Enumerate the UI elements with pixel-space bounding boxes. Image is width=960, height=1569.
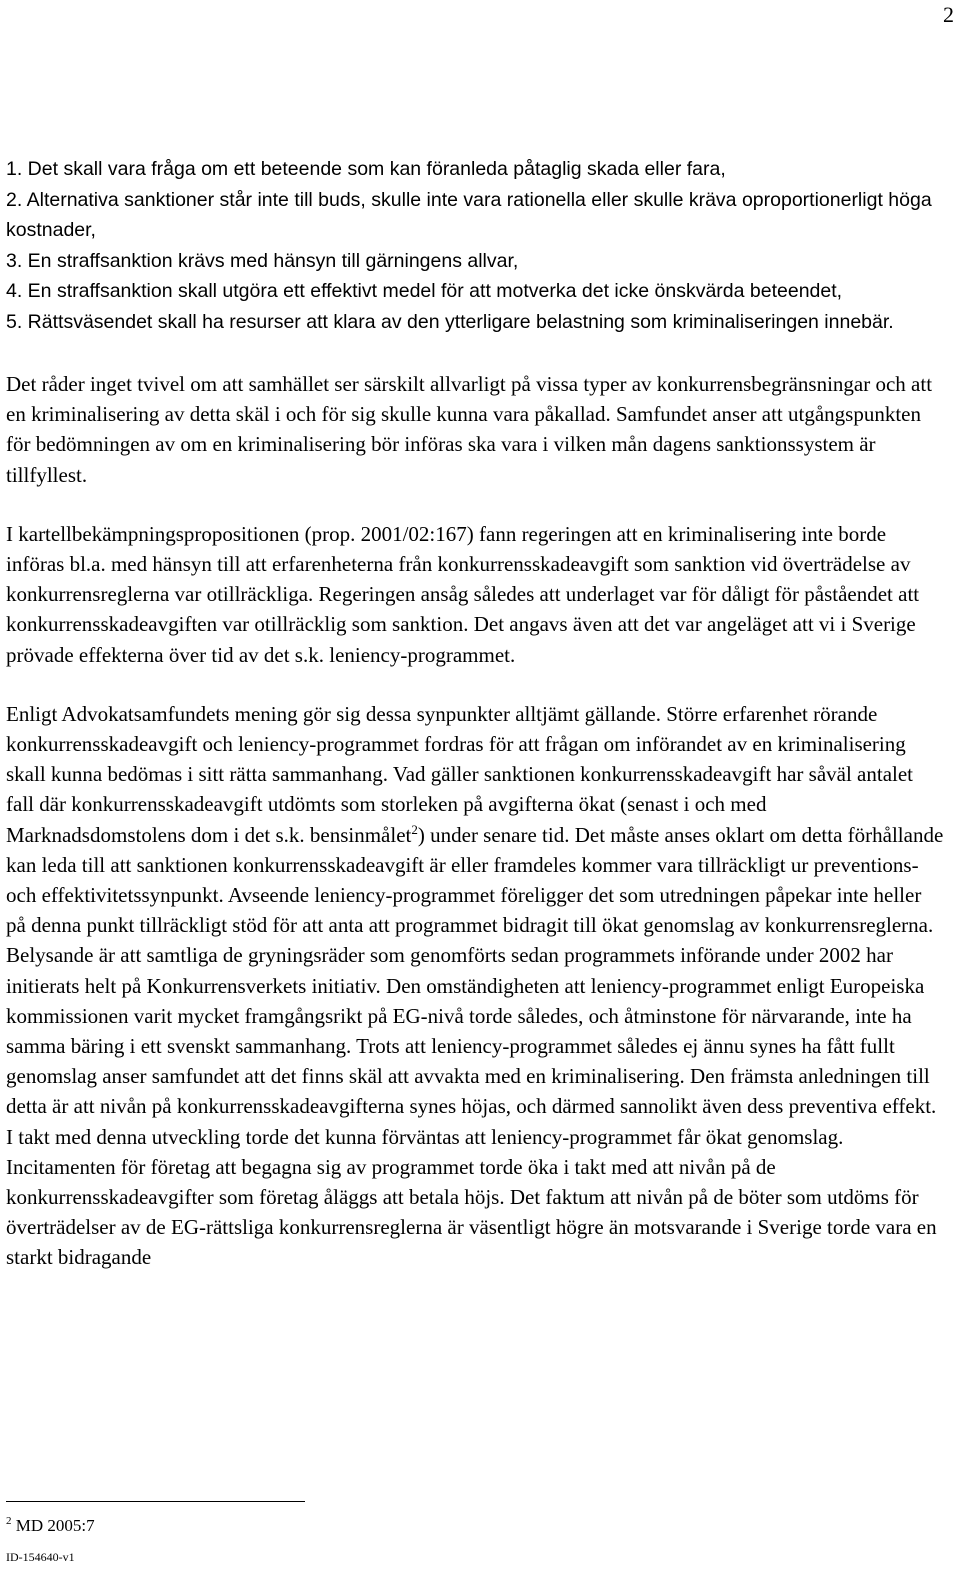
paragraph-bar-association-opinion bbox=[6, 699, 946, 1273]
paragraph-government-proposition: I kartellbekämpningspropositionen (prop. 2001/02:167) fann regeringen att en kriminalisering inte borde införas bl.a. med hänsyn till att erfarenheterna från konkurrensskadeavgift som sanktion vid överträdelse av konkurrensreglerna var otillräckliga. Regeringen ansåg således att underlaget var för dåligt för påståendet att konkurrensskadeavgiften var otillräcklig som sanktion. Det angavs även att det var angeläget att vi i Sverige prövade effekterna över tid av det s.k. leniency-programmet. bbox=[6, 521, 920, 667]
criteria-list bbox=[6, 154, 946, 337]
footnote-marker: 2 bbox=[6, 1515, 12, 1527]
list-item: 4. En straffsanktion skall utgöra ett effektivt medel för att motverka det icke önskvärda beteendet, bbox=[6, 280, 843, 302]
list-item: 1. Det skall vara fråga om ett beteende som kan föranleda påtaglig skada eller fara, bbox=[6, 158, 726, 180]
document-body bbox=[6, 154, 946, 1273]
footnote bbox=[6, 1516, 95, 1536]
list-item: 5. Rättsväsendet skall ha resurser att klara av den ytterligare belastning som kriminaliseringen innebär. bbox=[6, 310, 894, 333]
paragraph-text-start: Enligt Advokatsamfundets mening gör sig dessa synpunkter alltjämt gällande. Större erfarenhet rörande konkurrensskadeavgift och leniency-programmet fordras för att frågan om införandet av en kriminalisering skall kunna bedömas i sitt rätta sammanhang. Vad gäller sanktionen konkurrensskadeavgift har såväl antalet fall där konkurrensskadeavgift utdömts som storleken på avgifterna ökat (senast i och med Marknadsdomstolens dom i det s.k. bensinmålet bbox=[6, 701, 914, 847]
paragraph-text-end: ) under senare tid. Det måste anses oklart om detta förhållande kan leda till att sanktionen konkurrensskadeavgift är eller framdeles kommer vara tillräckligt ur preventions- och effektivitetssynpunkt. Avseende leniency-programmet föreligger det som utredningen påpekar inte heller på denna punkt tillräckligt stöd för att anta att programmet bidragit till ökat genomslag av konkurrensreglerna. Belysande är att samtliga de gryningsräder som genomförts sedan programmets införande under 2002 har initierats helt på Konkurrensverkets initiativ. Den omständigheten att leniency-programmet enligt Europeiska kommissionen varit mycket framgångsrikt på EG-nivå torde således, och åtminstone för närvarande, inte ha samma bäring i ett svenskt sammanhang. Trots att leniency-programmet således ej ännu synes ha fått fullt genomslag anser samfundet att det finns skäl att avvakta med en kriminalisering. Den främsta anledningen till detta är att nivån på konkurrensskadeavgifterna synes höjas, och därmed sannolikt även dess preventiva effekt. I takt med denna utveckling torde det kunna förväntas att leniency-programmet får ökat genomslag. Incitamenten för företag att begagna sig av programmet torde öka i takt med att nivån på de konkurrensskadeavgifter som företag åläggs att betala höjs. Det faktum att nivån på de böter som utdöms för överträdelser av de EG-rättsliga konkurrensreglerna är väsentligt högre än motsvarande i Sverige torde vara en starkt bidragande bbox=[6, 822, 944, 1270]
footnote-reference: 2 bbox=[411, 821, 418, 837]
footnote-divider bbox=[6, 1501, 305, 1502]
list-item: 3. En straffsanktion krävs med hänsyn till gärningens allvar, bbox=[6, 249, 519, 272]
footnote-text: MD 2005:7 bbox=[11, 1516, 95, 1535]
document-id: ID-154640-v1 bbox=[6, 1550, 75, 1564]
list-item: 2. Alternativa sanktioner står inte till buds, skulle inte vara rationella eller skulle kräva oproportionerligt höga kostnader, bbox=[6, 188, 932, 241]
paragraph-sanction-assessment: Det råder inget tvivel om att samhället ser särskilt allvarligt på vissa typer av konkurrensbegränsningar och att en kriminalisering av detta skäl i och för sig skulle kunna vara påkallad. Samfundet anser att utgångspunkten för bedömningen av om en kriminalisering bör införas ska vara i vilken mån dagens sanktionssystem är tillfyllest. bbox=[6, 372, 933, 487]
page-number: 2 bbox=[943, 2, 954, 27]
